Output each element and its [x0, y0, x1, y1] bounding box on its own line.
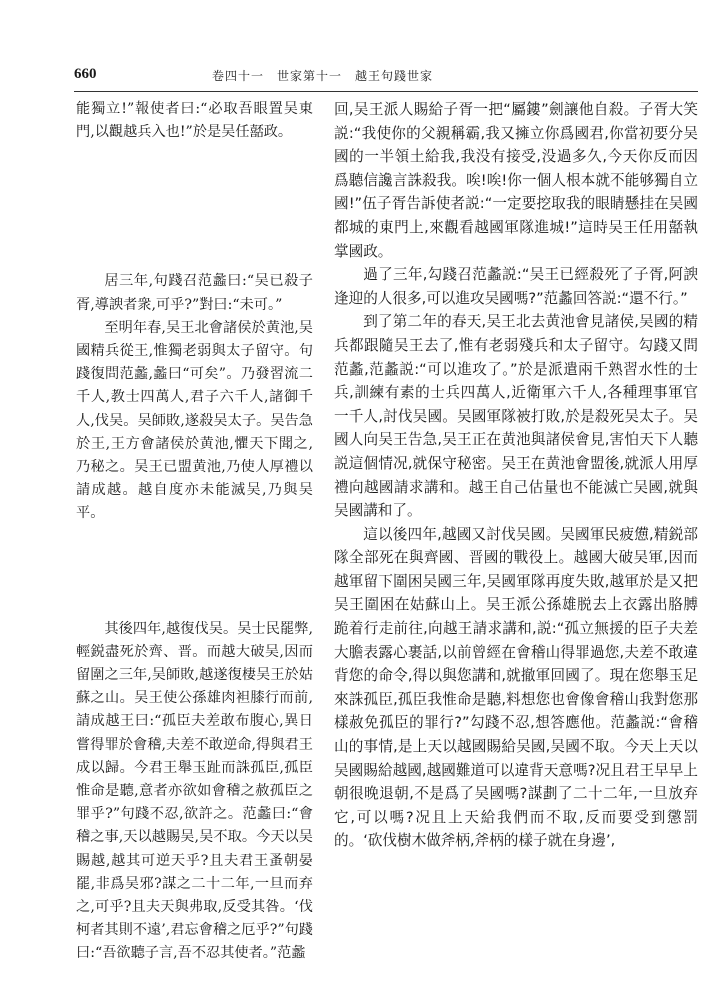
classical-paragraph: 其後四年,越復伐吴。吴士民罷弊,輕鋭盡死於齊、晋。而越大破吴,因而留圍之三年,吴師敗,越遂復棲吴王於姑蘇之山。吴王使公孫雄肉袒膝行而前,請成越王曰:“孤臣夫差敢布腹心,異日嘗得罪於會稽,夫差不敢逆命,得與君王成以歸。今君王舉玉趾而誅孤臣,孤臣惟命是聽,意者亦欲如會稽之赦孤臣之罪乎?”句踐不忍,欲許之。范蠡曰:“會稽之事,天以越賜吴,吴不取。今天以吴賜越,越其可逆天乎?且夫君王蚤朝晏罷,非爲吴邪?謀之二十二年,一旦而弃之,可乎?且夫天與弗取,反受其咎。‘伐柯者其則不遠’,君忘會稽之厄乎?”句踐曰:“吾欲聽子言,吾不忍其使者。”范蠡: [76, 620, 313, 962]
translation-paragraph: 回,吴王派人賜給子胥一把“屬鏤”劍讓他自殺。子胥大笑説:“我使你的父親稱霸,我又擁立你爲國君,你當初要分吴國的一半領土給我,我没有接受,没過多久,今天你反而因爲聽信讒言誅殺我。唉!唉!你一個人根本就不能够獨自立國!”伍子胥告訴使者説:“一定要挖取我的眼睛懸挂在吴國都城的東門上,來觀看越國軍隊進城!”這時吴王任用嚭執掌國政。: [334, 101, 698, 260]
header-rule: [74, 91, 698, 92]
page-header: [40, 66, 690, 88]
page-number: 660: [74, 66, 97, 82]
classical-text-column: [76, 98, 313, 966]
paragraph-gap: [76, 526, 313, 618]
classical-paragraph: 居三年,句踐召范蠡曰:“吴已殺子胥,導諛者衆,可乎?”對曰:“未可。”: [76, 273, 313, 313]
translation-paragraph: 到了第二年的春天,吴王北去黄池會見諸侯,吴國的精兵都跟隨吴王去了,惟有老弱殘兵和太子留守。勾踐又問范蠡,范蠡説:“可以進攻了。”於是派遣兩千熟習水性的士兵,訓練有素的士兵四萬人,近衛軍六千人,各種理事軍官一千人,討伐吴國。吴國軍隊被打敗,於是殺死吴太子。吴國人向吴王告急,吴王正在黄池與諸侯會見,害怕天下人聽説這個情况,就保守秘密。吴王在黄池會盟後,就派人用厚禮向越國請求講和。越王自己估量也不能滅亡吴國,就與吴國講和了。: [334, 313, 698, 520]
translation-paragraph: 這以後四年,越國又討伐吴國。吴國軍民疲憊,精鋭部隊全部死在與齊國、晋國的戰役上。越國大破吴軍,因而越軍留下圍困吴國三年,吴國軍隊再度失敗,越軍於是又把吴王圍困在姑蘇山上。吴王派公孫雄脱去上衣露出胳膊跪着行走前往,向越王請求講和,説:“孤立無援的臣子夫差大膽表露心裹話,以前曾經在會稽山得罪過您,夫差不敢違背您的命令,得以與您講和,就撤軍回國了。現在您舉玉足來誅孤臣,孤臣我惟命是聽,料想您也會像會稽山我對您那樣赦免孤臣的罪行?”勾踐不忍,想答應他。范蠡説:“會稽山的事情,是上天以越國賜給吴國,吴國不取。今天上天以吴國賜給越國,越國難道可以違背天意嗎?况且君王早早上朝很晚退朝,不是爲了吴國嗎?謀劃了二十二年,一旦放弃它,可以嗎?况且上天給我們而不取,反而要受到懲罰的。‘砍伐樹木做斧柄,斧柄的樣子就在身邊’,: [334, 525, 698, 850]
translation-column: [334, 98, 698, 853]
running-title: 卷四十一 世家第十一 越王句踐世家: [212, 69, 434, 83]
translation-paragraph: 過了三年,勾踐召范蠡説:“吴王已經殺死了子胥,阿諛逢迎的人很多,可以進攻吴國嗎?”范蠡回答説:“還不行。”: [334, 266, 698, 307]
paragraph-gap: [76, 144, 313, 270]
classical-paragraph: 至明年春,吴王北會諸侯於黄池,吴國精兵從王,惟獨老弱與太子留守。句踐復問范蠡,蠡曰“可矣”。乃發習流二千人,教士四萬人,君子六千人,諸御千人,伐吴。吴師敗,遂殺吴太子。吴告急於王,王方會諸侯於黄池,懼天下聞之,乃秘之。吴王已盟黄池,乃使人厚禮以請成越。越自度亦未能滅吴,乃與吴平。: [76, 319, 313, 522]
classical-paragraph: 能獨立!”報使者曰:“必取吾眼置吴東門,以觀越兵入也!”於是吴任嚭政。: [76, 101, 313, 141]
